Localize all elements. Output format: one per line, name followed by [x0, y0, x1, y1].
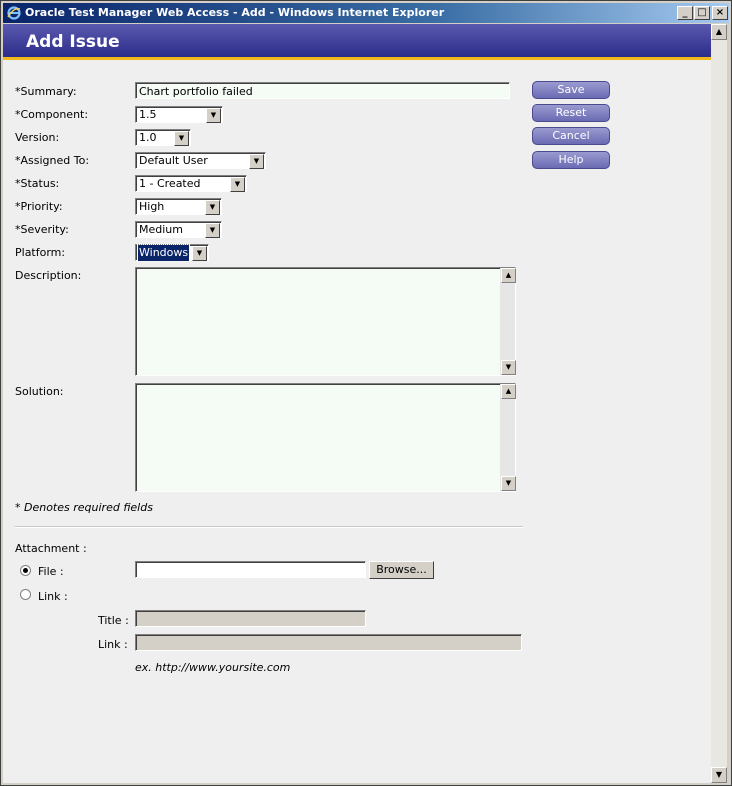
- assigned-to-select[interactable]: [135, 152, 266, 169]
- link-radio[interactable]: [20, 589, 31, 600]
- reset-button[interactable]: Reset: [532, 104, 610, 122]
- description-scrollbar[interactable]: [500, 268, 515, 375]
- file-option-label: File :: [38, 565, 64, 578]
- solution-textarea[interactable]: [135, 383, 516, 492]
- save-button[interactable]: Save: [532, 81, 610, 99]
- window-title: Oracle Test Manager Web Access - Add - Windows Internet Explorer: [25, 6, 445, 19]
- scroll-down-icon[interactable]: ▼: [711, 767, 727, 783]
- description-label: Description:: [15, 269, 82, 282]
- section-divider: [15, 526, 523, 528]
- platform-value: Windows: [139, 246, 189, 259]
- dropdown-arrow-icon[interactable]: ▼: [192, 246, 207, 261]
- link-url-input[interactable]: [135, 634, 522, 651]
- maximize-button[interactable]: □: [694, 6, 710, 20]
- version-select[interactable]: [135, 129, 191, 146]
- severity-label: *Severity:: [15, 223, 69, 236]
- priority-label: *Priority:: [15, 200, 63, 213]
- version-label: Version:: [15, 131, 60, 144]
- close-button[interactable]: ×: [712, 6, 728, 20]
- radio-selected-dot: [23, 568, 28, 573]
- dropdown-arrow-icon[interactable]: ▼: [206, 108, 221, 123]
- platform-label: Platform:: [15, 246, 66, 259]
- status-select[interactable]: [135, 175, 247, 192]
- attachment-label: Attachment :: [15, 542, 87, 555]
- minimize-button[interactable]: _: [677, 6, 693, 20]
- scroll-up-icon[interactable]: ▲: [711, 24, 727, 40]
- file-radio[interactable]: [20, 565, 31, 576]
- status-label: *Status:: [15, 177, 60, 190]
- ie-icon: [7, 6, 21, 20]
- scroll-up-icon[interactable]: ▲: [501, 268, 516, 283]
- page-scrollbar[interactable]: [711, 24, 727, 783]
- severity-select[interactable]: [135, 221, 222, 238]
- cancel-button[interactable]: Cancel: [532, 127, 610, 145]
- required-fields-note: * Denotes required fields: [15, 501, 153, 514]
- component-value: 1.5: [139, 108, 157, 121]
- platform-select[interactable]: [135, 244, 209, 261]
- page-title: Add Issue: [26, 32, 120, 52]
- dropdown-arrow-icon[interactable]: ▼: [230, 177, 245, 192]
- link-label: Link :: [98, 638, 128, 651]
- component-select[interactable]: [135, 106, 223, 123]
- link-option-label: Link :: [38, 590, 68, 603]
- dropdown-arrow-icon[interactable]: ▼: [205, 200, 220, 215]
- file-path-input[interactable]: [135, 561, 366, 578]
- header-banner: [3, 24, 711, 60]
- title-bar: [3, 3, 729, 23]
- component-label: *Component:: [15, 108, 89, 121]
- priority-select[interactable]: [135, 198, 222, 215]
- version-value: 1.0: [139, 131, 157, 144]
- title-label: Title :: [98, 614, 129, 627]
- page-content: [3, 24, 711, 783]
- solution-label: Solution:: [15, 385, 64, 398]
- link-title-input[interactable]: [135, 610, 366, 627]
- description-textarea[interactable]: [135, 267, 516, 376]
- assigned-to-value: Default User: [139, 154, 208, 167]
- dropdown-arrow-icon[interactable]: ▼: [174, 131, 189, 146]
- dropdown-arrow-icon[interactable]: ▼: [205, 223, 220, 238]
- scroll-up-icon[interactable]: ▲: [501, 384, 516, 399]
- scroll-down-icon[interactable]: ▼: [501, 360, 516, 375]
- browse-button[interactable]: Browse...: [369, 561, 434, 579]
- status-value: 1 - Created: [139, 177, 201, 190]
- dropdown-arrow-icon[interactable]: ▼: [249, 154, 264, 169]
- link-example: ex. http://www.yoursite.com: [135, 661, 291, 674]
- summary-label: *Summary:: [15, 85, 77, 98]
- priority-value: High: [139, 200, 165, 213]
- help-button[interactable]: Help: [532, 151, 610, 169]
- severity-value: Medium: [139, 223, 183, 236]
- assigned-to-label: *Assigned To:: [15, 154, 90, 167]
- summary-input[interactable]: Chart portfolio failed: [135, 82, 510, 99]
- solution-scrollbar[interactable]: [500, 384, 515, 491]
- scroll-down-icon[interactable]: ▼: [501, 476, 516, 491]
